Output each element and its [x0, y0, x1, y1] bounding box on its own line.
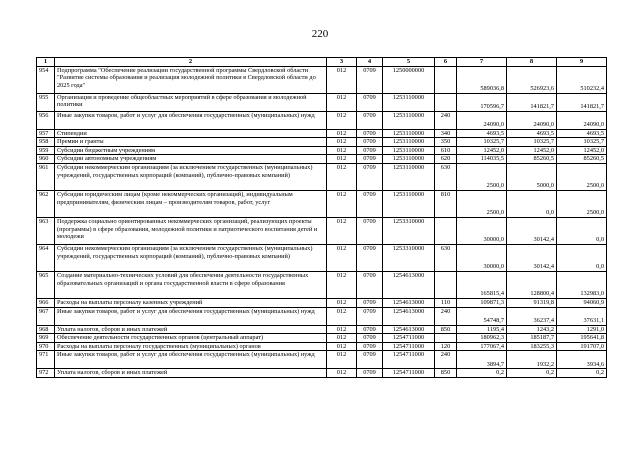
amount-year-3: 191707,0 [557, 342, 607, 351]
amount-year-2: 36237,4 [507, 307, 557, 325]
header-col-1: 1 [37, 58, 55, 67]
section-code: 0709 [357, 129, 383, 138]
amount-year-3: 132983,0 [557, 271, 607, 298]
ministry-code: 012 [327, 146, 357, 155]
amount-year-2: 128800,4 [507, 271, 557, 298]
expense-type-code: 630 [435, 244, 457, 271]
section-code: 0709 [357, 66, 383, 93]
amount-year-3: 24090,0 [557, 111, 607, 129]
section-code: 0709 [357, 146, 383, 155]
amount-year-2: 12452,0 [507, 146, 557, 155]
table-row [37, 307, 607, 325]
amount-year-2: 0,2 [507, 369, 557, 378]
table-row [37, 369, 607, 378]
target-article-code: 1254711000 [383, 351, 435, 369]
row-number: 972 [37, 369, 55, 378]
amount-year-1: 0,2 [457, 369, 507, 378]
row-number: 963 [37, 217, 55, 244]
amount-year-3: 2500,0 [557, 190, 607, 217]
row-number: 961 [37, 163, 55, 190]
expense-type-code [435, 334, 457, 343]
amount-year-2: 183255,3 [507, 342, 557, 351]
row-number: 971 [37, 351, 55, 369]
row-name: Субсидии некоммерческим организациям (за исключением государственных (муниципальных) учреждений, государственных корпораций (компаний), публично-правовых компаний) [55, 163, 327, 190]
expense-type-code: 620 [435, 155, 457, 164]
amount-year-1: 180962,3 [457, 334, 507, 343]
target-article-code: 1253310000 [383, 217, 435, 244]
row-number: 970 [37, 342, 55, 351]
ministry-code: 012 [327, 244, 357, 271]
table-row [37, 146, 607, 155]
page-number: 220 [311, 28, 329, 40]
ministry-code: 012 [327, 190, 357, 217]
amount-year-1: 165815,4 [457, 271, 507, 298]
amount-year-1: 4693,5 [457, 129, 507, 138]
amount-year-3: 94060,9 [557, 298, 607, 307]
row-number: 959 [37, 146, 55, 155]
target-article-code: 1254613000 [383, 325, 435, 334]
amount-year-2: 24090,0 [507, 111, 557, 129]
amount-year-3: 85260,5 [557, 155, 607, 164]
expense-type-code: 240 [435, 111, 457, 129]
table-row [37, 271, 607, 298]
row-number: 964 [37, 244, 55, 271]
header-col-3: 3 [327, 58, 357, 67]
amount-year-3: 37631,1 [557, 307, 607, 325]
section-code: 0709 [357, 307, 383, 325]
amount-year-1: 54748,7 [457, 307, 507, 325]
ministry-code: 012 [327, 271, 357, 298]
row-name: Иные закупки товаров, работ и услуг для обеспечения государственных (муниципальных) нужд [55, 351, 327, 369]
row-name: Иные закупки товаров, работ и услуг для обеспечения государственных (муниципальных) нужд [55, 111, 327, 129]
expense-type-code: 850 [435, 369, 457, 378]
budget-table [36, 57, 607, 378]
section-code: 0709 [357, 93, 383, 111]
expense-type-code: 340 [435, 129, 457, 138]
table-row [37, 325, 607, 334]
ministry-code: 012 [327, 129, 357, 138]
row-number: 966 [37, 298, 55, 307]
amount-year-3: 2500,0 [557, 163, 607, 190]
expense-type-code [435, 93, 457, 111]
table-row [37, 138, 607, 147]
row-name: Обеспечение деятельности государственных органов (центральный аппарат) [55, 334, 327, 343]
amount-year-1: 10325,7 [457, 138, 507, 147]
row-name: Расходы на выплаты персоналу казенных учреждений [55, 298, 327, 307]
section-code: 0709 [357, 244, 383, 271]
expense-type-code: 240 [435, 351, 457, 369]
section-code: 0709 [357, 325, 383, 334]
row-number: 955 [37, 93, 55, 111]
section-code: 0709 [357, 190, 383, 217]
target-article-code: 1254711000 [383, 334, 435, 343]
header-col-8: 8 [507, 58, 557, 67]
table-body [37, 66, 607, 377]
expense-type-code: 110 [435, 298, 457, 307]
ministry-code: 012 [327, 369, 357, 378]
table-row [37, 155, 607, 164]
amount-year-2: 5000,0 [507, 163, 557, 190]
target-article-code: 1250000000 [383, 66, 435, 93]
target-article-code: 1253110000 [383, 146, 435, 155]
section-code: 0709 [357, 155, 383, 164]
amount-year-1: 589036,8 [457, 66, 507, 93]
header-row [37, 58, 607, 67]
expense-type-code: 350 [435, 138, 457, 147]
amount-year-1: 2500,0 [457, 163, 507, 190]
row-name: Субсидии юридическим лицам (кроме некоммерческих организаций), индивидуальным предпринимателям, физическим лицам – производителям товаров, работ, услуг [55, 190, 327, 217]
target-article-code: 1253110000 [383, 138, 435, 147]
expense-type-code: 850 [435, 325, 457, 334]
target-article-code: 1254613000 [383, 307, 435, 325]
target-article-code: 1253110000 [383, 129, 435, 138]
expense-type-code: 610 [435, 146, 457, 155]
row-name: Субсидии автономным учреждениям [55, 155, 327, 164]
section-code: 0709 [357, 271, 383, 298]
row-number: 956 [37, 111, 55, 129]
ministry-code: 012 [327, 325, 357, 334]
row-number: 962 [37, 190, 55, 217]
row-number: 965 [37, 271, 55, 298]
row-name: Подпрограмма "Обеспечение реализации государственной программы Свердловской области "Развитие системы образования и реализация молодежной политики в Свердловской области до 2025 года" [55, 66, 327, 93]
table-row [37, 129, 607, 138]
amount-year-1: 114035,5 [457, 155, 507, 164]
expense-type-code: 120 [435, 342, 457, 351]
row-number: 954 [37, 66, 55, 93]
target-article-code: 1253110000 [383, 163, 435, 190]
section-code: 0709 [357, 351, 383, 369]
row-number: 968 [37, 325, 55, 334]
amount-year-3: 0,0 [557, 244, 607, 271]
amount-year-3: 1291,0 [557, 325, 607, 334]
target-article-code: 1253110000 [383, 111, 435, 129]
expense-type-code [435, 66, 457, 93]
ministry-code: 012 [327, 342, 357, 351]
amount-year-3: 0,2 [557, 369, 607, 378]
table-row [37, 93, 607, 111]
section-code: 0709 [357, 334, 383, 343]
ministry-code: 012 [327, 307, 357, 325]
section-code: 0709 [357, 111, 383, 129]
row-name: Иные закупки товаров, работ и услуг для обеспечения государственных (муниципальных) нужд [55, 307, 327, 325]
ministry-code: 012 [327, 217, 357, 244]
amount-year-1: 24090,0 [457, 111, 507, 129]
amount-year-1: 109871,3 [457, 298, 507, 307]
table-row [37, 244, 607, 271]
table-row [37, 298, 607, 307]
table-row [37, 342, 607, 351]
amount-year-3: 141821,7 [557, 93, 607, 111]
amount-year-1: 170596,7 [457, 93, 507, 111]
row-name: Стипендии [55, 129, 327, 138]
amount-year-2: 526923,6 [507, 66, 557, 93]
amount-year-1: 2500,0 [457, 190, 507, 217]
amount-year-1: 30000,0 [457, 217, 507, 244]
section-code: 0709 [357, 163, 383, 190]
amount-year-1: 3894,7 [457, 351, 507, 369]
table-row [37, 66, 607, 93]
row-name: Субсидии некоммерческим организациям (за исключением государственных (муниципальных) учреждений, государственных корпораций (компаний), публично-правовых компаний) [55, 244, 327, 271]
table-row [37, 163, 607, 190]
row-name: Уплата налогов, сборов и иных платежей [55, 325, 327, 334]
row-number: 969 [37, 334, 55, 343]
target-article-code: 1254613000 [383, 271, 435, 298]
row-name: Организация и проведение общеобластных мероприятий в сфере образования и молодежной политики [55, 93, 327, 111]
amount-year-2: 30142,4 [507, 244, 557, 271]
target-article-code: 1253310000 [383, 244, 435, 271]
section-code: 0709 [357, 342, 383, 351]
header-col-2: 2 [55, 58, 327, 67]
row-name: Поддержка социально ориентированных некоммерческих организаций, реализующих проекты (программы) в сфере образования, молодежной политики и патриотического воспитания детей и молодежи [55, 217, 327, 244]
row-name: Создание материально-технических условий для обеспечения деятельности государственных образовательных организаций и органа государственной власти в сфере образования [55, 271, 327, 298]
amount-year-2: 30142,4 [507, 217, 557, 244]
header-col-6: 6 [435, 58, 457, 67]
table-row [37, 190, 607, 217]
expense-type-code: 810 [435, 190, 457, 217]
table-row [37, 334, 607, 343]
section-code: 0709 [357, 369, 383, 378]
expense-type-code: 240 [435, 307, 457, 325]
ministry-code: 012 [327, 155, 357, 164]
amount-year-3: 3934,6 [557, 351, 607, 369]
amount-year-2: 1243,2 [507, 325, 557, 334]
ministry-code: 012 [327, 163, 357, 190]
row-number: 957 [37, 129, 55, 138]
target-article-code: 1254711000 [383, 369, 435, 378]
ministry-code: 012 [327, 351, 357, 369]
amount-year-2: 91319,8 [507, 298, 557, 307]
header-col-9: 9 [557, 58, 607, 67]
target-article-code: 1253110000 [383, 155, 435, 164]
section-code: 0709 [357, 138, 383, 147]
amount-year-3: 4693,5 [557, 129, 607, 138]
amount-year-1: 177067,4 [457, 342, 507, 351]
section-code: 0709 [357, 298, 383, 307]
amount-year-2: 10325,7 [507, 138, 557, 147]
table-row [37, 351, 607, 369]
ministry-code: 012 [327, 111, 357, 129]
ministry-code: 012 [327, 138, 357, 147]
amount-year-2: 85260,5 [507, 155, 557, 164]
amount-year-3: 12452,0 [557, 146, 607, 155]
amount-year-1: 1195,4 [457, 325, 507, 334]
ministry-code: 012 [327, 298, 357, 307]
amount-year-1: 30000,0 [457, 244, 507, 271]
amount-year-3: 10325,7 [557, 138, 607, 147]
header-col-4: 4 [357, 58, 383, 67]
table-row [37, 111, 607, 129]
ministry-code: 012 [327, 93, 357, 111]
expense-type-code [435, 271, 457, 298]
row-name: Премии и гранты [55, 138, 327, 147]
amount-year-2: 185187,7 [507, 334, 557, 343]
row-name: Уплата налогов, сборов и иных платежей [55, 369, 327, 378]
target-article-code: 1253110000 [383, 93, 435, 111]
amount-year-2: 1932,2 [507, 351, 557, 369]
amount-year-2: 0,0 [507, 190, 557, 217]
ministry-code: 012 [327, 66, 357, 93]
row-number: 967 [37, 307, 55, 325]
header-col-5: 5 [383, 58, 435, 67]
header-col-7: 7 [457, 58, 507, 67]
row-name: Расходы на выплаты персоналу государственных (муниципальных) органов [55, 342, 327, 351]
amount-year-2: 4693,5 [507, 129, 557, 138]
target-article-code: 1254613000 [383, 298, 435, 307]
row-number: 958 [37, 138, 55, 147]
amount-year-2: 141821,7 [507, 93, 557, 111]
expense-type-code: 630 [435, 163, 457, 190]
target-article-code: 1254711000 [383, 342, 435, 351]
amount-year-3: 195641,8 [557, 334, 607, 343]
table-row [37, 217, 607, 244]
ministry-code: 012 [327, 334, 357, 343]
target-article-code: 1253110000 [383, 190, 435, 217]
amount-year-3: 510232,4 [557, 66, 607, 93]
amount-year-3: 0,0 [557, 217, 607, 244]
amount-year-1: 12452,0 [457, 146, 507, 155]
section-code: 0709 [357, 217, 383, 244]
expense-type-code [435, 217, 457, 244]
row-name: Субсидии бюджетным учреждениям [55, 146, 327, 155]
row-number: 960 [37, 155, 55, 164]
